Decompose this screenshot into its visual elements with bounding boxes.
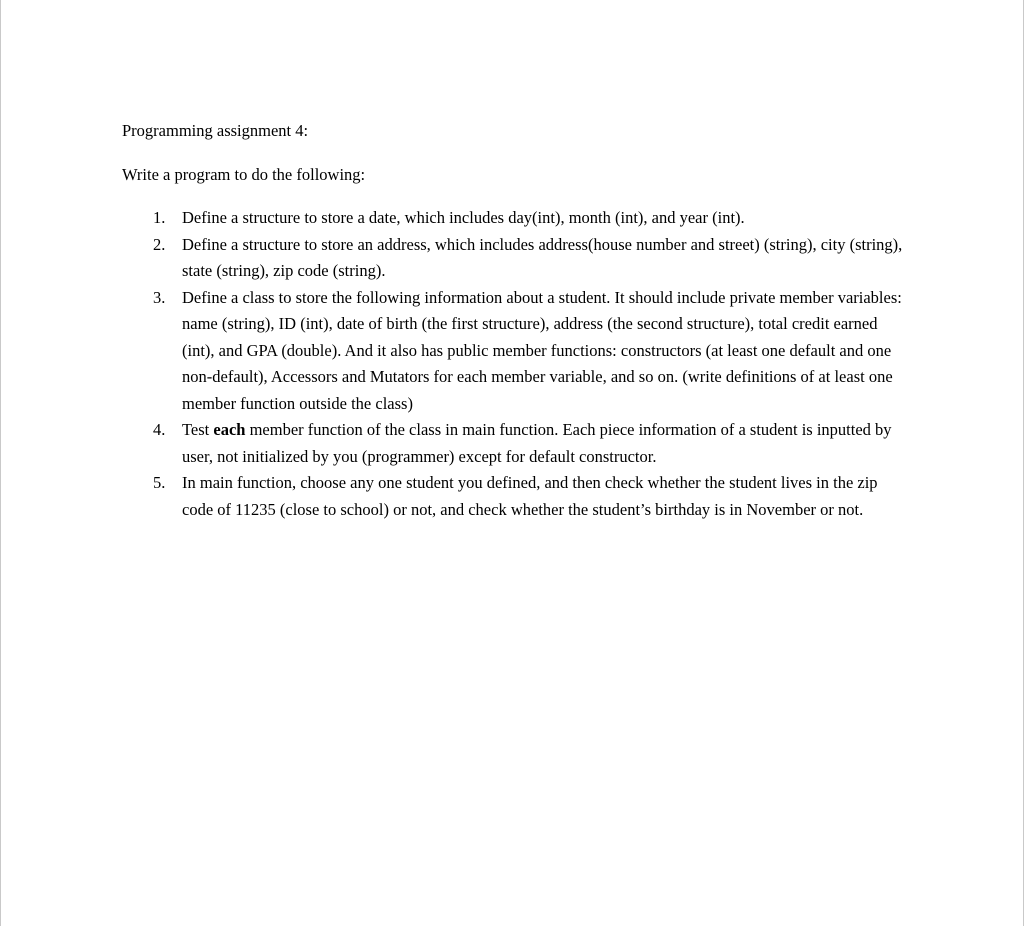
assignment-title: Programming assignment 4: — [122, 121, 309, 140]
list-item — [122, 232, 908, 285]
list-item-number: 5. — [153, 473, 166, 492]
assignment-list — [122, 205, 1023, 523]
list-item — [122, 285, 908, 418]
list-item — [122, 417, 908, 470]
list-item-number: 4. — [153, 420, 166, 439]
list-item-text: Define a structure to store an address, which includes address(house number and street) (string), city (string), state (string), zip code (string). — [182, 234, 903, 280]
list-item-text: Define a class to store the following information about a student. It should include private member variables: name (string), ID (int), date of birth (the first structure), address (the second structure), total credit earned (int), and GPA (double). And it also has public member functions: constructors (at least one default and one non-default), Accessors and Mutators for each member variable, and so on. (write definitions of at least one member function outside the class) — [182, 287, 902, 413]
intro-text: Write a program to do the following: — [122, 164, 366, 184]
list-item-number: 3. — [153, 287, 166, 307]
list-item — [122, 470, 908, 523]
list-item-text: Define a structure to store a date, which includes day(int), month (int), and year (int). — [182, 208, 745, 227]
list-item — [122, 205, 908, 232]
document-page — [1, 0, 1023, 523]
list-item-number: 2. — [153, 234, 166, 254]
list-item-text: In main function, choose any one student you defined, and then check whether the student lives in the zip code of 11235 (close to school) or not, and check whether the student’s birthday is in November or not. — [182, 473, 878, 519]
list-item-text: Test each member function of the class in main function. Each piece information of a student is inputted by user, not initialized by you (programmer) except for default constructor. — [182, 420, 892, 466]
list-item-number: 1. — [153, 208, 166, 227]
